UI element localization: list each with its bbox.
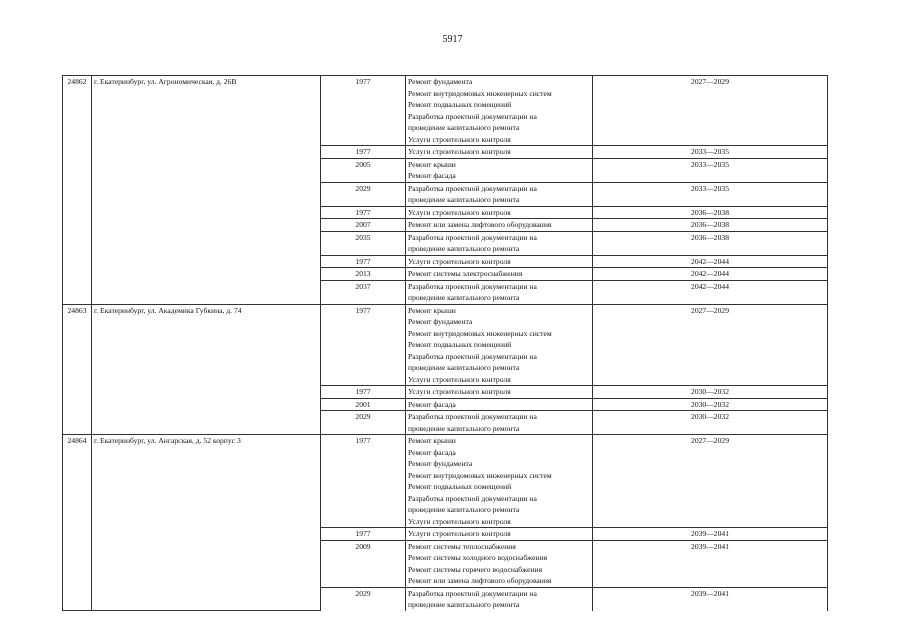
work-item: Услуги строительного контроля <box>408 374 511 384</box>
work-item: Ремонт или замена лифтового оборудования <box>408 576 552 585</box>
work-item: проведение капитального ремонта <box>408 195 520 204</box>
work-item: проведение капитального ремонта <box>408 423 520 433</box>
house-number: 24864 <box>63 435 92 611</box>
stage-year: 2029 <box>321 587 406 611</box>
stage-period: 2030—2032 <box>593 411 828 435</box>
work-item: Ремонт фасада <box>408 171 456 180</box>
table-row <box>63 435 828 528</box>
stage-works <box>406 219 593 232</box>
work-item: проведение капитального ремонта <box>408 600 520 609</box>
work-item: Ремонт внутридомовых инженерных систем <box>408 88 552 98</box>
house-number: 24862 <box>63 76 92 305</box>
stage-year: 1977 <box>321 528 406 541</box>
stage-year: 1977 <box>321 304 406 386</box>
work-item: Разработка проектной документации на <box>408 493 537 503</box>
stage-year: 1977 <box>321 435 406 528</box>
work-item: Услуги строительного контроля <box>408 516 511 526</box>
house-number: 24863 <box>63 304 92 435</box>
stage-year: 2001 <box>321 398 406 411</box>
stage-period: 2042—2044 <box>593 255 828 268</box>
table-row <box>63 76 828 146</box>
stage-works <box>406 398 593 411</box>
stage-period: 2030—2032 <box>593 398 828 411</box>
stage-works <box>406 146 593 159</box>
work-item: Ремонт фасада <box>408 447 456 457</box>
stage-works <box>406 411 593 435</box>
stage-works <box>406 231 593 255</box>
work-item: Ремонт системы теплоснабжения <box>408 541 516 551</box>
stage-year: 1977 <box>321 206 406 219</box>
house-address: г. Екатеринбург, ул. Ангарская, д. 52 корпус 3 <box>92 435 321 611</box>
stage-works <box>406 386 593 399</box>
work-item: Ремонт или замена лифтового оборудования <box>408 220 552 229</box>
work-item: Ремонт внутридомовых инженерных систем <box>408 470 552 480</box>
stage-works <box>406 268 593 281</box>
stage-works <box>406 76 593 146</box>
stage-works <box>406 182 593 206</box>
work-item: Ремонт подвальных помещений <box>408 482 512 491</box>
work-item: проведение капитального ремонта <box>408 505 520 514</box>
work-item: Разработка проектной документации на <box>408 588 537 598</box>
work-item: Ремонт подвальных помещений <box>408 340 512 349</box>
work-item: Разработка проектной документации на <box>408 281 537 291</box>
work-item: проведение капитального ремонта <box>408 123 520 132</box>
work-item: Ремонт крыши <box>408 159 456 169</box>
stage-period: 2027—2029 <box>593 76 828 146</box>
work-item: Ремонт системы горячего водоснабжения <box>408 564 543 574</box>
work-item: проведение капитального ремонта <box>408 363 520 372</box>
stage-works <box>406 540 593 587</box>
stage-year: 2009 <box>321 540 406 587</box>
work-item: Разработка проектной документации на <box>408 412 537 421</box>
work-item: Ремонт фундамента <box>408 459 473 468</box>
stage-period: 2033—2035 <box>593 158 828 182</box>
work-item: Ремонт крыши <box>408 436 456 445</box>
work-item: Услуги строительного контроля <box>408 256 511 266</box>
stage-year: 2005 <box>321 158 406 182</box>
stage-year: 2013 <box>321 268 406 281</box>
work-item: Услуги строительного контроля <box>408 529 511 538</box>
stage-works <box>406 528 593 541</box>
stage-period: 2030—2032 <box>593 386 828 399</box>
stage-year: 1977 <box>321 386 406 399</box>
work-item: проведение капитального ремонта <box>408 244 520 253</box>
stage-year: 1977 <box>321 255 406 268</box>
work-item: Разработка проектной документации на <box>408 183 537 193</box>
stage-year: 2029 <box>321 182 406 206</box>
work-item: Услуги строительного контроля <box>408 134 511 144</box>
stage-works <box>406 255 593 268</box>
stage-period: 2042—2044 <box>593 280 828 304</box>
stage-period: 2039—2041 <box>593 528 828 541</box>
work-item: Ремонт системы электроснабжения <box>408 269 523 278</box>
stage-year: 1977 <box>321 146 406 159</box>
stage-period: 2033—2035 <box>593 182 828 206</box>
work-item: Услуги строительного контроля <box>408 147 511 156</box>
stage-year: 2035 <box>321 231 406 255</box>
stage-works <box>406 206 593 219</box>
work-item: проведение капитального ремонта <box>408 293 520 302</box>
work-item: Услуги строительного контроля <box>408 207 511 217</box>
stage-works <box>406 587 593 611</box>
stage-period: 2036—2038 <box>593 219 828 232</box>
work-item: Ремонт системы холодного водоснабжения <box>408 553 548 562</box>
table-row <box>63 304 828 386</box>
work-item: Ремонт крыши <box>408 305 456 315</box>
stage-works <box>406 435 593 528</box>
work-item: Ремонт подвальных помещений <box>408 100 512 109</box>
work-item: Ремонт фундамента <box>408 77 473 86</box>
work-item: Ремонт внутридомовых инженерных систем <box>408 328 552 338</box>
stage-period: 2027—2029 <box>593 435 828 528</box>
work-item: Разработка проектной документации на <box>408 111 537 121</box>
stage-period: 2042—2044 <box>593 268 828 281</box>
stage-period: 2039—2041 <box>593 540 828 587</box>
house-address: г. Екатеринбург, ул. Академика Губкина, д. 74 <box>92 304 321 435</box>
stage-period: 2033—2035 <box>593 146 828 159</box>
work-item: Разработка проектной документации на <box>408 351 537 361</box>
stage-year: 1977 <box>321 76 406 146</box>
house-address: г. Екатеринбург, ул. Агрономическая, д. 26В <box>92 76 321 305</box>
work-item: Услуги строительного контроля <box>408 387 511 396</box>
stage-period: 2039—2041 <box>593 587 828 611</box>
work-item: Ремонт фундамента <box>408 317 473 326</box>
stage-year: 2037 <box>321 280 406 304</box>
stage-year: 2007 <box>321 219 406 232</box>
work-item: Разработка проектной документации на <box>408 232 537 242</box>
stage-period: 2036—2038 <box>593 206 828 219</box>
stage-works <box>406 158 593 182</box>
stage-period: 2036—2038 <box>593 231 828 255</box>
work-item: Ремонт фасада <box>408 399 456 409</box>
stage-works <box>406 280 593 304</box>
repair-schedule-table <box>62 75 828 611</box>
stage-period: 2027—2029 <box>593 304 828 386</box>
page-number: 5917 <box>442 34 463 45</box>
stage-year: 2029 <box>321 411 406 435</box>
stage-works <box>406 304 593 386</box>
